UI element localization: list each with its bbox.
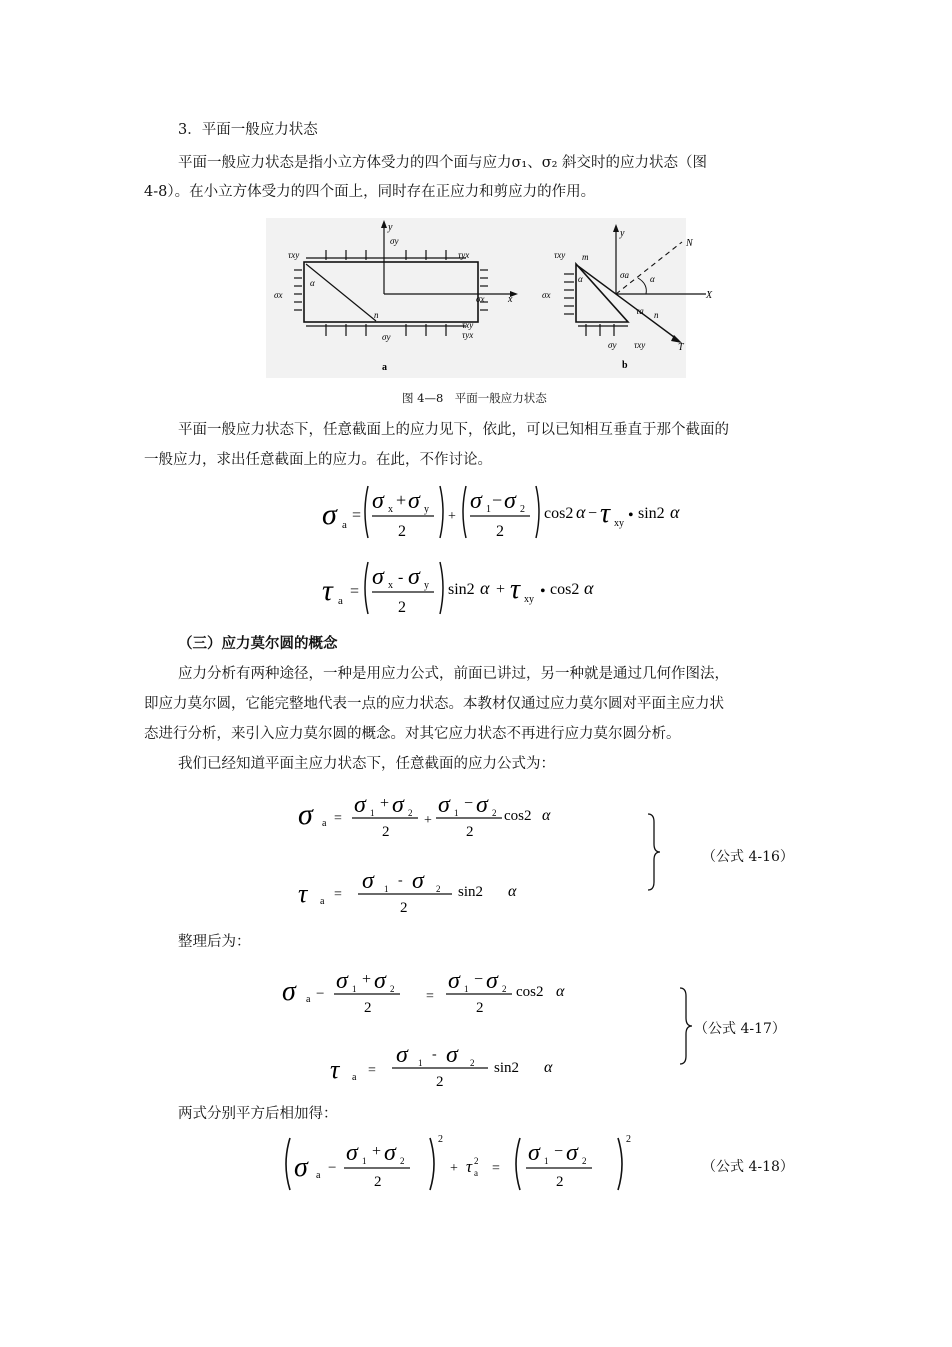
figure-caption: 图 4—8 平面一般应力状态 xyxy=(402,391,547,405)
svg-text:σ: σ xyxy=(372,488,384,514)
svg-text:a: a xyxy=(342,519,347,531)
svg-text:+: + xyxy=(372,1143,382,1160)
svg-text:α: α xyxy=(542,807,551,824)
svg-text:cos2: cos2 xyxy=(516,984,544,1000)
label-N-b: N xyxy=(686,238,693,249)
label-y-a: y xyxy=(388,222,393,233)
paragraph-general-stress-line2: 4-8）。在小立方体受力的四个面上，同时存在正应力和剪应力的作用。 xyxy=(144,184,596,200)
label-sigma-x-b: σx xyxy=(542,290,551,300)
svg-text:τ: τ xyxy=(600,498,611,529)
svg-text:x: x xyxy=(388,580,393,591)
svg-text:2: 2 xyxy=(474,1156,479,1166)
svg-text:2: 2 xyxy=(496,523,504,540)
equation-4-17-sigma xyxy=(280,966,620,1016)
svg-text:1: 1 xyxy=(370,808,375,818)
label-alpha-a: α xyxy=(310,278,315,288)
label-x-a: x xyxy=(508,294,513,305)
brace-4-17 xyxy=(676,986,696,1066)
svg-text:=: = xyxy=(426,989,434,1004)
svg-text:-: - xyxy=(398,569,404,586)
equation-sigma-a-general xyxy=(320,480,700,544)
svg-text:2: 2 xyxy=(466,824,474,840)
svg-text:σ: σ xyxy=(412,868,424,894)
svg-text:σ: σ xyxy=(470,488,482,514)
brace-4-16 xyxy=(644,812,664,892)
svg-text:2: 2 xyxy=(556,1174,564,1190)
paragraph-mohr-line2: 即应力莫尔圆，它能完整地代表一点的应力状态。本教材仅通过应力莫尔圆对平面主应力状 xyxy=(144,696,724,712)
svg-text:2: 2 xyxy=(492,808,497,818)
svg-text:σ: σ xyxy=(486,968,498,994)
svg-text:σ: σ xyxy=(354,792,366,818)
svg-text:α: α xyxy=(556,983,565,1000)
svg-text:2: 2 xyxy=(520,504,525,515)
svg-text:sin2: sin2 xyxy=(638,505,665,522)
svg-text:2: 2 xyxy=(436,1074,444,1090)
label-tau-xy-right-a: τxy xyxy=(462,320,474,330)
svg-text:2: 2 xyxy=(400,900,408,916)
svg-text:=: = xyxy=(492,1161,500,1176)
equation-4-17-tau xyxy=(328,1040,588,1090)
svg-text:−: − xyxy=(588,505,598,522)
svg-text:=: = xyxy=(334,811,342,826)
svg-text:σ: σ xyxy=(566,1140,578,1166)
paragraph-arbitrary-section-line1: 平面一般应力状态下，任意截面上的应力见下，依此，可以已知相互垂直于那个截面的 xyxy=(178,422,729,438)
svg-text:α: α xyxy=(480,578,490,598)
svg-text:2: 2 xyxy=(438,1134,443,1145)
svg-text:2: 2 xyxy=(582,1156,587,1166)
svg-text:2: 2 xyxy=(436,884,441,894)
svg-text:σ: σ xyxy=(374,968,386,994)
svg-text:τ: τ xyxy=(322,574,333,607)
label-alpha-b1: α xyxy=(578,274,583,284)
label-m-b: m xyxy=(582,252,589,262)
label-tau-xy-a: τxy xyxy=(288,250,300,260)
svg-text:sin2: sin2 xyxy=(448,581,475,598)
equation-4-18 xyxy=(280,1132,650,1196)
equation-label-4-18: （公式 4-18） xyxy=(702,1159,794,1175)
svg-text:=: = xyxy=(352,507,362,524)
svg-text:2: 2 xyxy=(470,1058,475,1068)
figure-sub-a: a xyxy=(382,362,387,373)
svg-text:σ: σ xyxy=(408,564,420,590)
label-sigma-y-bottom-a: σy xyxy=(382,332,391,342)
svg-text:a: a xyxy=(320,896,325,907)
label-n-a: n xyxy=(374,310,379,320)
svg-text:−: − xyxy=(316,986,325,1002)
svg-text:+: + xyxy=(424,813,432,828)
svg-text:xy: xy xyxy=(614,518,624,529)
figure-4-8-diagram xyxy=(266,218,713,378)
svg-text:2: 2 xyxy=(626,1134,631,1145)
svg-text:1: 1 xyxy=(384,884,389,894)
svg-text:a: a xyxy=(338,595,343,607)
svg-text:−: − xyxy=(492,490,503,510)
svg-text:σ: σ xyxy=(392,792,404,818)
svg-text:α: α xyxy=(544,1059,553,1076)
svg-text:α: α xyxy=(576,502,586,522)
svg-text:σ: σ xyxy=(294,1152,308,1183)
svg-text:σ: σ xyxy=(504,488,516,514)
equation-4-16-tau xyxy=(296,866,556,916)
svg-text:α: α xyxy=(584,578,594,598)
svg-text:=: = xyxy=(350,583,360,600)
svg-text:−: − xyxy=(464,795,474,812)
svg-text:2: 2 xyxy=(364,1000,372,1016)
svg-text:τ: τ xyxy=(510,574,521,605)
svg-text:a: a xyxy=(322,818,327,829)
svg-text:σ: σ xyxy=(384,1140,396,1166)
svg-text:+: + xyxy=(450,1161,458,1176)
svg-text:cos2: cos2 xyxy=(504,808,532,824)
svg-text:=: = xyxy=(368,1063,376,1078)
label-X-b: X xyxy=(706,290,713,301)
section-title: 3．平面一般应力状态 xyxy=(178,122,318,138)
svg-text:-: - xyxy=(398,873,403,888)
label-sigma-x-left-a: σx xyxy=(274,290,283,300)
label-sigma-a-b: σa xyxy=(620,270,629,280)
svg-text:σ: σ xyxy=(336,968,348,994)
label-tau-yx-a: τyx xyxy=(458,250,470,260)
svg-text:σ: σ xyxy=(372,564,384,590)
svg-text:sin2: sin2 xyxy=(494,1060,520,1076)
svg-text:σ: σ xyxy=(282,976,296,1007)
svg-text:σ: σ xyxy=(448,968,460,994)
svg-text:=: = xyxy=(334,887,342,902)
svg-text:2: 2 xyxy=(476,1000,484,1016)
svg-text:1: 1 xyxy=(544,1156,549,1166)
svg-text:2: 2 xyxy=(398,599,406,616)
svg-text:a: a xyxy=(474,1168,478,1178)
equation-tau-a-general xyxy=(320,556,640,620)
section-heading-mohr-circle: （三）应力莫尔圆的概念 xyxy=(178,636,338,652)
svg-text:1: 1 xyxy=(486,504,491,515)
paragraph-known-formula: 我们已经知道平面主应力状态下，任意截面的应力公式为： xyxy=(178,756,555,772)
svg-text:2: 2 xyxy=(398,523,406,540)
svg-text:•: • xyxy=(540,583,546,600)
svg-text:cos2: cos2 xyxy=(550,581,580,598)
svg-text:+: + xyxy=(396,490,407,510)
svg-text:1: 1 xyxy=(464,984,469,994)
figure-sub-b: b xyxy=(622,360,628,371)
label-T-b: T xyxy=(678,342,684,353)
equation-4-16-sigma xyxy=(296,790,616,840)
svg-text:α: α xyxy=(508,883,517,900)
equation-label-4-16: （公式 4-16） xyxy=(702,849,794,865)
svg-text:a: a xyxy=(352,1072,357,1083)
svg-text:y: y xyxy=(424,580,429,591)
svg-text:1: 1 xyxy=(418,1058,423,1068)
svg-text:σ: σ xyxy=(446,1042,458,1068)
svg-text:−: − xyxy=(328,1160,337,1176)
svg-text:σ: σ xyxy=(396,1042,408,1068)
svg-text:-: - xyxy=(432,1047,437,1062)
svg-text:2: 2 xyxy=(382,824,390,840)
equation-label-4-17: （公式 4-17） xyxy=(694,1021,786,1037)
svg-text:σ: σ xyxy=(476,792,488,818)
svg-text:xy: xy xyxy=(524,594,534,605)
svg-text:σ: σ xyxy=(346,1140,358,1166)
svg-text:σ: σ xyxy=(298,798,313,831)
svg-text:−: − xyxy=(554,1143,564,1160)
svg-text:•: • xyxy=(628,507,634,524)
svg-text:σ: σ xyxy=(408,488,420,514)
svg-text:+: + xyxy=(362,971,372,988)
label-tau-xy-b: τxy xyxy=(554,250,566,260)
svg-text:2: 2 xyxy=(374,1174,382,1190)
label-y-b: y xyxy=(620,228,625,239)
svg-text:y: y xyxy=(424,504,429,515)
svg-text:1: 1 xyxy=(454,808,459,818)
svg-text:1: 1 xyxy=(362,1156,367,1166)
paragraph-square-add: 两式分别平方后相加得： xyxy=(178,1106,338,1122)
svg-text:τ: τ xyxy=(466,1157,473,1176)
svg-text:2: 2 xyxy=(400,1156,405,1166)
label-tau-a-b: τa xyxy=(636,306,644,316)
svg-text:σ: σ xyxy=(362,868,374,894)
svg-text:x: x xyxy=(388,504,393,515)
svg-text:cos2: cos2 xyxy=(544,505,574,522)
svg-text:1: 1 xyxy=(352,984,357,994)
svg-text:a: a xyxy=(316,1170,321,1181)
svg-text:σ: σ xyxy=(528,1140,540,1166)
paragraph-mohr-line3: 态进行分析，来引入应力莫尔圆的概念。对其它应力状态不再进行应力莫尔圆分析。 xyxy=(144,726,681,742)
svg-text:+: + xyxy=(448,509,456,524)
paragraph-arbitrary-section-line2: 一般应力，求出任意截面上的应力。在此，不作讨论。 xyxy=(144,452,492,468)
paragraph-after-rearrange: 整理后为： xyxy=(178,934,251,950)
label-n-b: n xyxy=(654,310,659,320)
paragraph-general-stress-line1: 平面一般应力状态是指小立方体受力的四个面与应力σ₁、σ₂ 斜交时的应力状态（图 xyxy=(178,155,708,171)
svg-text:σ: σ xyxy=(438,792,450,818)
label-tau-yx-bottom-a: τyx xyxy=(462,330,474,340)
label-alpha-b2: α xyxy=(650,274,655,284)
svg-text:2: 2 xyxy=(502,984,507,994)
label-sigma-x-right-a: σx xyxy=(476,294,485,304)
svg-text:sin2: sin2 xyxy=(458,884,484,900)
paragraph-mohr-line1: 应力分析有两种途径，一种是用应力公式，前面已讲过，另一种就是通过几何作图法， xyxy=(178,666,729,682)
svg-text:+: + xyxy=(496,581,506,598)
figure-4-8 xyxy=(266,218,713,378)
label-sigma-y-b: σy xyxy=(608,340,617,350)
svg-text:σ: σ xyxy=(322,498,337,531)
svg-text:2: 2 xyxy=(390,984,395,994)
svg-text:τ: τ xyxy=(330,1055,340,1084)
svg-text:−: − xyxy=(474,971,484,988)
svg-text:a: a xyxy=(306,994,311,1005)
label-tau-xy-bottom-b: τxy xyxy=(634,340,646,350)
label-sigma-y-top-a: σy xyxy=(390,236,399,246)
svg-text:α: α xyxy=(670,502,680,522)
svg-text:τ: τ xyxy=(298,879,308,908)
svg-text:+: + xyxy=(380,795,390,812)
svg-text:2: 2 xyxy=(408,808,413,818)
